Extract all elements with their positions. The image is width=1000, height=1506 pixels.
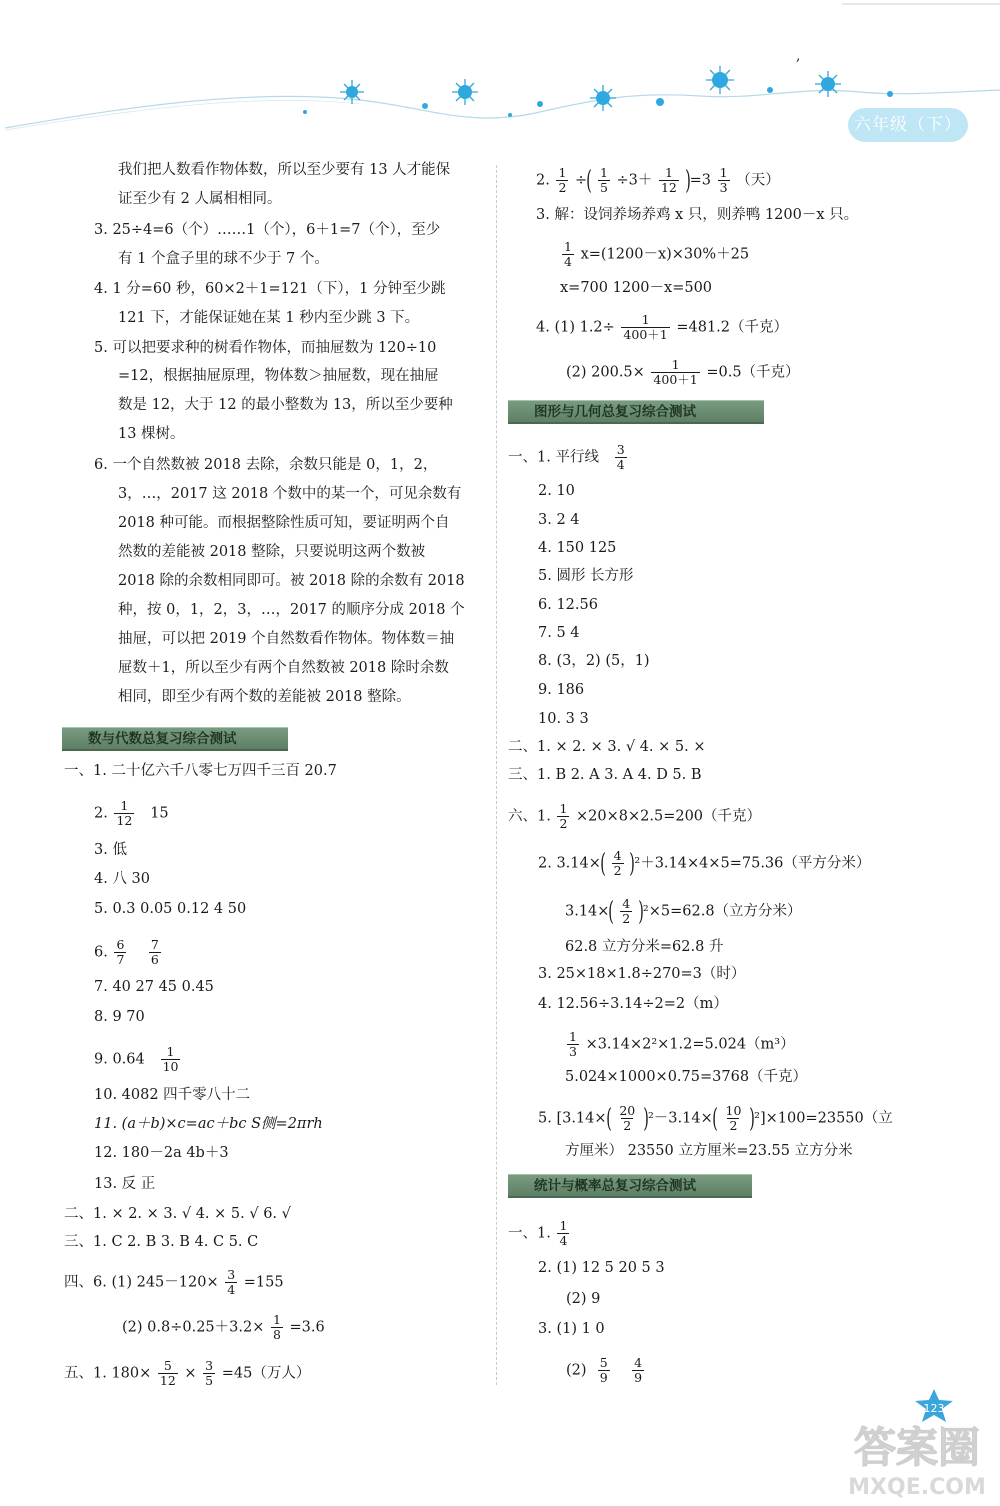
text-line: 4. 1 分=60 秒，60×2＋1=121（下），1 分钟至少跳	[94, 281, 446, 297]
fraction: $\frac{3}{5}$	[205, 1358, 214, 1388]
answer-line: $\frac{1}{3}$ ×3.14×2²×1.2=5.024（m³）	[569, 1029, 795, 1059]
fraction: $\frac{5}{9}$	[599, 1355, 608, 1385]
answer-line: 4. 12.56÷3.14÷2=2（m）	[538, 996, 728, 1012]
answer-line: 二、1. × 2. × 3. √ 4. × 5. √ 6. √	[64, 1206, 291, 1222]
fraction: $\frac{1}{3}$	[719, 165, 728, 195]
text-line: 121 下，才能保证她在某 1 秒内至少跳 3 下。	[118, 310, 420, 326]
fraction: $\frac{1}{400+1}$	[653, 357, 698, 387]
text-line: 5. 可以把要求种的树看作物体，而抽屉数为 120÷10	[94, 340, 437, 356]
fraction: $\frac{3}{4}$	[227, 1267, 236, 1297]
answer-line: 9. 186	[538, 682, 585, 698]
answer-line: 5. 0.3 0.05 0.12 4 50	[94, 901, 247, 917]
text-line: 有 1 个盒子里的球不少于 7 个。	[118, 251, 329, 267]
answer-line: (2) 0.8÷0.25＋3.2× $\frac{1}{8}$ =3.6	[122, 1312, 325, 1342]
text-line: 3，…，2017 这 2018 个数中的某一个，可见余数有	[118, 486, 462, 502]
answer-line: 一、1. $\frac{1}{4}$	[508, 1218, 568, 1248]
fraction: $\frac{5}{12}$	[159, 1358, 176, 1388]
answer-line: 6. $\frac{6}{7}$ $\frac{7}{6}$	[94, 937, 159, 967]
text-line: 13 棵树。	[118, 426, 185, 442]
answer-line: 7. 5 4	[538, 625, 580, 641]
text-line: 屉数＋1，所以至少有两个自然数被 2018 除时余数	[118, 660, 449, 676]
section-banner: 统计与概率总复习综合测试	[508, 1174, 752, 1198]
text-line: 我们把人数看作物体数，所以至少要有 13 人才能保	[118, 162, 451, 178]
answer-line: x=700 1200－x=500	[560, 280, 713, 296]
answer-line: 6. 12.56	[538, 597, 598, 613]
answer-line: 8. (3，2) (5，1)	[538, 653, 650, 669]
answer-line: 2. 3.14×( $\frac{4}{2}$ )²＋3.14×4×5=75.36（平方分米）	[538, 848, 871, 879]
answer-line: 12. 180－2a 4b＋3	[94, 1145, 229, 1161]
text-line: 2018 种可能。而根据整除性质可知，要证明两个自	[118, 515, 450, 531]
section-banner: 数与代数总复习综合测试	[62, 727, 288, 751]
fraction: $\frac{4}{2}$	[622, 896, 631, 926]
text-line: 2018 除的余数相同即可。被 2018 除的余数有 2018	[118, 573, 465, 589]
answer-line: 3. 25×18×1.8÷270=3（时）	[538, 966, 746, 982]
fraction: $\frac{4}{9}$	[634, 1355, 643, 1385]
answer-line: (2) $\frac{5}{9}$ $\frac{4}{9}$	[566, 1355, 643, 1385]
text-line: =12，根据抽屉原理，物体数＞抽屉数，现在抽屉	[118, 368, 439, 384]
answer-line: 2. $\frac{1}{2}$ ÷( $\frac{1}{5}$ ÷3＋ $\frac{1}{12}$ )=3 $\frac{1}{3}$ （天）	[536, 165, 780, 196]
answer-line: 9. 0.64 $\frac{1}{10}$	[94, 1044, 179, 1074]
fraction: $\frac{1}{4}$	[559, 1218, 568, 1248]
answer-line: 2. $\frac{1}{12}$ 15	[94, 798, 169, 828]
fraction: $\frac{1}{5}$	[599, 165, 608, 195]
answer-line: 五、1. 180× $\frac{5}{12}$ × $\frac{3}{5}$ =45（万人）	[64, 1358, 311, 1388]
grade-badge: 六年级（下）	[848, 108, 968, 142]
watermark-logo	[838, 1410, 996, 1502]
text-line: 抽屉，可以把 2019 个自然数看作物体。物体数＝抽	[118, 631, 455, 647]
text-line: 6. 一个自然数被 2018 去除，余数只能是 0，1，2，	[94, 457, 438, 473]
fraction: $\frac{1}{2}$	[559, 801, 568, 831]
fraction: $\frac{1}{8}$	[272, 1312, 281, 1342]
answer-line: 六、1. $\frac{1}{2}$ ×20×8×2.5=200（千克）	[508, 801, 762, 831]
answer-line: 62.8 立方分米=62.8 升	[565, 939, 724, 955]
text-line: 相同，即至少有两个数的差能被 2018 整除。	[118, 689, 411, 705]
fraction: $\frac{1}{12}$	[116, 798, 133, 828]
answer-line: 2. 10	[538, 483, 575, 499]
answer-line: 二、1. × 2. × 3. √ 4. × 5. ×	[508, 739, 706, 755]
fraction: $\frac{1}{10}$	[162, 1044, 179, 1074]
answer-line: 7. 40 27 45 0.45	[94, 979, 214, 995]
answer-line: 3. (1) 1 0	[538, 1321, 605, 1337]
header-decoration	[0, 0, 1000, 160]
answer-line: 四、6. (1) 245－120× $\frac{3}{4}$ =155	[64, 1267, 284, 1297]
fraction: $\frac{4}{2}$	[613, 848, 622, 878]
text-line: 证至少有 2 人属相相同。	[118, 191, 282, 207]
answer-line: $\frac{1}{4}$ x=(1200－x)×30%＋25	[564, 239, 750, 269]
answer-line: 2. (1) 12 5 20 5 3	[538, 1260, 665, 1276]
answer-line: 三、1. B 2. A 3. A 4. D 5. B	[508, 767, 702, 783]
answer-line: 4. 150 125	[538, 540, 617, 556]
fraction: $\frac{1}{2}$	[558, 165, 567, 195]
text-line: 数是 12，大于 12 的最小整数为 13，所以至少要种	[118, 397, 453, 413]
answer-line: 3.14×( $\frac{4}{2}$ )²×5=62.8（立方分米）	[565, 896, 802, 927]
answer-line: 4. 八 30	[94, 871, 151, 887]
fraction: $\frac{1}{400+1}$	[623, 312, 668, 342]
column-divider	[496, 165, 497, 1385]
fraction: $\frac{10}{2}$	[725, 1103, 742, 1133]
fraction: $\frac{1}{3}$	[569, 1029, 577, 1059]
answer-line: 3. 低	[94, 842, 127, 858]
answer-line: (2) 9	[566, 1291, 601, 1307]
fraction: $\frac{1}{4}$	[564, 239, 572, 269]
answer-line: 3. 解：设饲养场养鸡 x 只，则养鸭 1200－x 只。	[536, 207, 859, 223]
answer-line: 8. 9 70	[94, 1009, 145, 1025]
svg-text:,: ,	[796, 48, 801, 64]
answer-line: (2) 200.5× $\frac{1}{400+1}$ =0.5（千克）	[566, 357, 800, 387]
fraction: $\frac{6}{7}$	[116, 937, 125, 967]
answer-line: 10. 3 3	[538, 711, 589, 727]
fraction: $\frac{3}{4}$	[616, 442, 625, 472]
watermark-url: MXQE.COM	[848, 1475, 986, 1500]
text-line: 种，按 0，1，2，3，…，2017 的顺序分成 2018 个	[118, 602, 465, 618]
fraction: $\frac{1}{12}$	[660, 165, 677, 195]
fraction: $\frac{20}{2}$	[619, 1103, 636, 1133]
page-number: 123	[923, 1402, 945, 1415]
text-line: 3. 25÷4=6（个）……1（个），6＋1=7（个），至少	[94, 222, 441, 238]
answer-line: 一、1. 平行线 $\frac{3}{4}$	[508, 442, 625, 472]
text-line: 然数的差能被 2018 整除，只要说明这两个数被	[118, 544, 426, 560]
answer-line: 3. 2 4	[538, 512, 580, 528]
answer-line: 5. 圆形 长方形	[538, 568, 634, 584]
answer-line: 5.024×1000×0.75=3768（千克）	[565, 1069, 808, 1085]
answer-line: 三、1. C 2. B 3. B 4. C 5. C	[64, 1234, 259, 1250]
watermark-text: 答案圈	[853, 1423, 981, 1472]
answer-line: 11. (a＋b)×c=ac＋bc S侧=2πrh	[94, 1116, 323, 1132]
answer-line: 一、1. 二十亿六千八零七万四千三百 20.7	[64, 763, 337, 779]
fraction: $\frac{7}{6}$	[150, 937, 159, 967]
answer-line: 4. (1) 1.2÷ $\frac{1}{400+1}$ =481.2（千克）	[536, 312, 789, 342]
answer-line: 5. [3.14×( $\frac{20}{2}$ )²－3.14×( $\frac{10}{2}$ )²]×100=23550（立	[538, 1103, 893, 1134]
answer-line: 方厘米） 23550 立方厘米=23.55 立方分米	[565, 1143, 853, 1159]
answer-line: 10. 4082 四千零八十二	[94, 1087, 251, 1103]
answer-line: 13. 反 正	[94, 1176, 156, 1192]
section-banner: 图形与几何总复习综合测试	[508, 400, 764, 424]
